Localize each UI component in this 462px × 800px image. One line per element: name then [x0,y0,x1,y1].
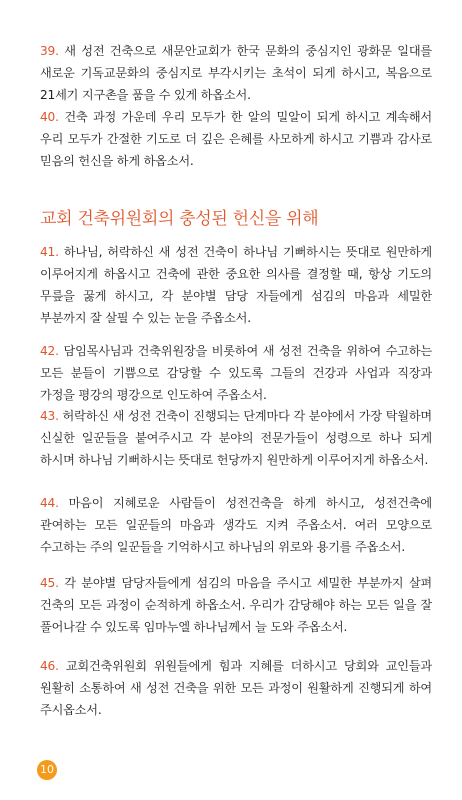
section-heading: 교회 건축위원회의 충성된 헌신을 위해 [40,209,319,229]
prayer-text: 담임목사님과 건축위원장을 비롯하여 새 성전 건축을 위하여 수고하는 모든 분들이 기쁨으로 감당할 수 있도록 그들의 건강과 사업과 직장과 가정을 평강의 평강으로 인도하여 주옵소서. [40,344,432,402]
prayer-text: 건축 과정 가운데 우리 모두가 한 알의 밀알이 되게 하시고 계속해서 우리 모두가 간절한 기도로 더 깊은 은혜를 사모하게 하시고 기쁨과 감사로 믿음의 헌신을 하게 하옵소서. [40,110,432,168]
prayer-text: 각 분야별 담당자들에게 섬김의 마음을 주시고 세밀한 부분까지 살펴 건축의 모든 과정이 순적하게 하옵소서. 우리가 감당해야 하는 모든 일을 잘 풀어나갈 수 있도록 임마누엘 하나님께서 늘 도와 주옵소서. [40,576,432,634]
prayer-item-39 [40,40,432,106]
prayer-text: 허락하신 새 성전 건축이 진행되는 단계마다 각 분야에서 가장 탁월하며 신실한 일꾼들을 붙여주시고 각 분야의 전문가들이 성령으로 하나 되게 하시며 하나님 기뻐하시는 뜻대로 헌당까지 원만하게 이루어지게 하옵소서. [40,409,432,467]
prayer-number: 43. [40,409,59,423]
page-number-badge: 10 [37,760,57,780]
prayer-number: 42. [40,344,59,358]
prayer-item-40 [40,106,432,172]
prayer-number: 40. [40,110,59,124]
prayer-item-45 [40,572,432,638]
prayer-item-44 [40,492,432,558]
prayer-item-41 [40,241,432,329]
prayer-text: 교회건축위원회 위원들에게 힘과 지혜를 더하시고 당회와 교인들과 원활히 소통하여 새 성전 건축을 위한 모든 과정이 원활하게 진행되게 하여 주시옵소서. [40,659,432,717]
prayer-text: 새 성전 건축으로 새문안교회가 한국 문화의 중심지인 광화문 일대를 새로운 기독교문화의 중심지로 부각시키는 초석이 되게 하시고, 복음으로 21세기 지구촌을 품을 수 있게 하옵소서. [40,44,432,102]
prayer-number: 46. [40,659,59,673]
prayer-number: 41. [40,245,59,259]
prayer-text: 하나님, 허락하신 새 성전 건축이 하나님 기뻐하시는 뜻대로 원만하게 이루어지게 하옵시고 건축에 관한 중요한 의사를 결정할 때, 항상 기도의 무릎을 꿇게 하시고, 각 분야별 담당 자들에게 섬김의 마음과 세밀한 부분까지 잘 살필 수 있는 눈을 주옵소서. [40,245,432,325]
prayer-number: 45. [40,576,59,590]
prayer-item-42 [40,340,432,406]
prayer-number: 39. [40,44,59,58]
prayer-text: 마음이 지혜로운 사람들이 성전건축을 하게 하시고, 성전건축에 관여하는 모든 일꾼들의 마음과 생각도 지켜 주옵소서. 여러 모양으로 수고하는 주의 일꾼들을 기억하시고 하나님의 위로와 용기를 주옵소서. [40,496,432,554]
prayer-item-46 [40,655,432,721]
prayer-number: 44. [40,496,59,510]
prayer-item-43 [40,405,432,471]
